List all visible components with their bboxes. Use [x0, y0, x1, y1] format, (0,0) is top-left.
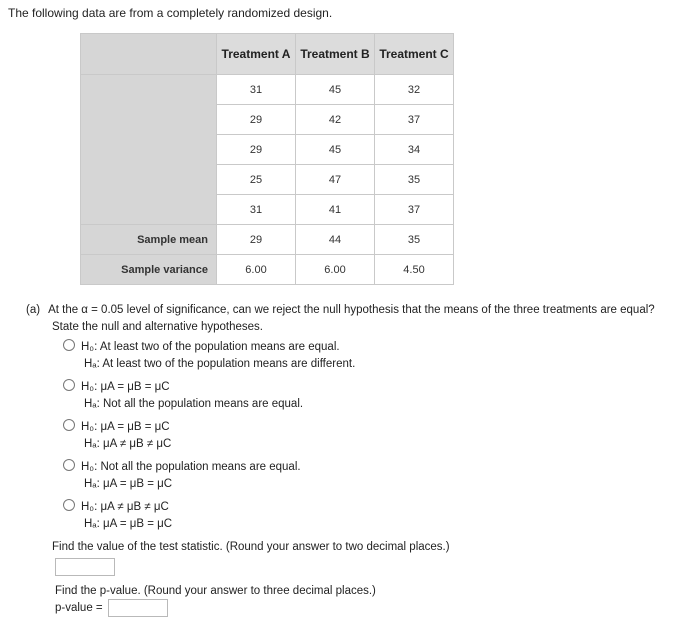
- table-cell: 31: [217, 75, 296, 105]
- state-hypotheses-label: State the null and alternative hypotheses.: [52, 321, 263, 333]
- table-row: [81, 75, 454, 105]
- test-statistic-input[interactable]: [55, 558, 115, 576]
- question-text: At the α = 0.05 level of significance, can we reject the null hypothesis that the means of the three treatments are equal?: [48, 304, 655, 316]
- hypothesis-option-5[interactable]: [63, 499, 172, 533]
- table-cell: 45: [296, 75, 375, 105]
- table-cell: 32: [375, 75, 454, 105]
- option-ha: Hₐ: μA = μB = μC: [84, 518, 173, 530]
- option-ha: Hₐ: At least two of the population means are different.: [84, 358, 356, 370]
- option-h0: H₀: μA = μB = μC: [81, 381, 170, 393]
- option-ha: Hₐ: μA ≠ μB ≠ μC: [84, 438, 172, 450]
- row-label-blank: [81, 75, 217, 225]
- option-h0: H₀: μA ≠ μB ≠ μC: [81, 501, 169, 513]
- table-cell: 35: [375, 165, 454, 195]
- p-value-label: p-value =: [55, 602, 103, 614]
- intro-text: The following data are from a completely randomized design.: [8, 6, 333, 20]
- table-cell: 29: [217, 105, 296, 135]
- table-cell: 4.50: [375, 255, 454, 285]
- table-cell: 6.00: [296, 255, 375, 285]
- option-h0: H₀: μA = μB = μC: [81, 421, 170, 433]
- sample-variance-label: Sample variance: [81, 255, 217, 285]
- table-cell: 44: [296, 225, 375, 255]
- table-cell: 41: [296, 195, 375, 225]
- header-treatment-b: Treatment B: [296, 34, 375, 75]
- option-ha: Hₐ: Not all the population means are equal.: [84, 398, 304, 410]
- test-statistic-prompt: Find the value of the test statistic. (Round your answer to two decimal places.): [52, 541, 450, 553]
- p-value-prompt: Find the p-value. (Round your answer to three decimal places.): [55, 585, 376, 597]
- hypothesis-option-1[interactable]: [63, 339, 355, 373]
- radio-button[interactable]: [63, 459, 75, 471]
- hypothesis-option-4[interactable]: [63, 459, 301, 493]
- table-cell: 37: [375, 105, 454, 135]
- table-cell: 45: [296, 135, 375, 165]
- header-treatment-c: Treatment C: [375, 34, 454, 75]
- table-cell: 47: [296, 165, 375, 195]
- radio-button[interactable]: [63, 499, 75, 511]
- header-treatment-a: Treatment A: [217, 34, 296, 75]
- table-cell: 31: [217, 195, 296, 225]
- table-cell: 6.00: [217, 255, 296, 285]
- table-cell: 37: [375, 195, 454, 225]
- sample-mean-label: Sample mean: [81, 225, 217, 255]
- p-value-input[interactable]: [108, 599, 168, 617]
- table-cell: 35: [375, 225, 454, 255]
- table-cell: 29: [217, 135, 296, 165]
- radio-button[interactable]: [63, 419, 75, 431]
- sample-variance-row: [81, 255, 454, 285]
- data-table: [80, 33, 454, 285]
- table-cell: 34: [375, 135, 454, 165]
- option-h0: H₀: At least two of the population means are equal.: [81, 341, 340, 353]
- table-cell: 42: [296, 105, 375, 135]
- question-tag: (a): [26, 304, 41, 316]
- question-a: [26, 304, 655, 316]
- hypothesis-option-3[interactable]: [63, 419, 171, 453]
- hypothesis-option-2[interactable]: [63, 379, 303, 413]
- table-header-row: [81, 34, 454, 75]
- radio-button[interactable]: [63, 339, 75, 351]
- option-h0: H₀: Not all the population means are equal.: [81, 461, 301, 473]
- table-cell: 29: [217, 225, 296, 255]
- option-ha: Hₐ: μA = μB = μC: [84, 478, 173, 490]
- radio-button[interactable]: [63, 379, 75, 391]
- sample-mean-row: [81, 225, 454, 255]
- header-blank: [81, 34, 217, 75]
- table-cell: 25: [217, 165, 296, 195]
